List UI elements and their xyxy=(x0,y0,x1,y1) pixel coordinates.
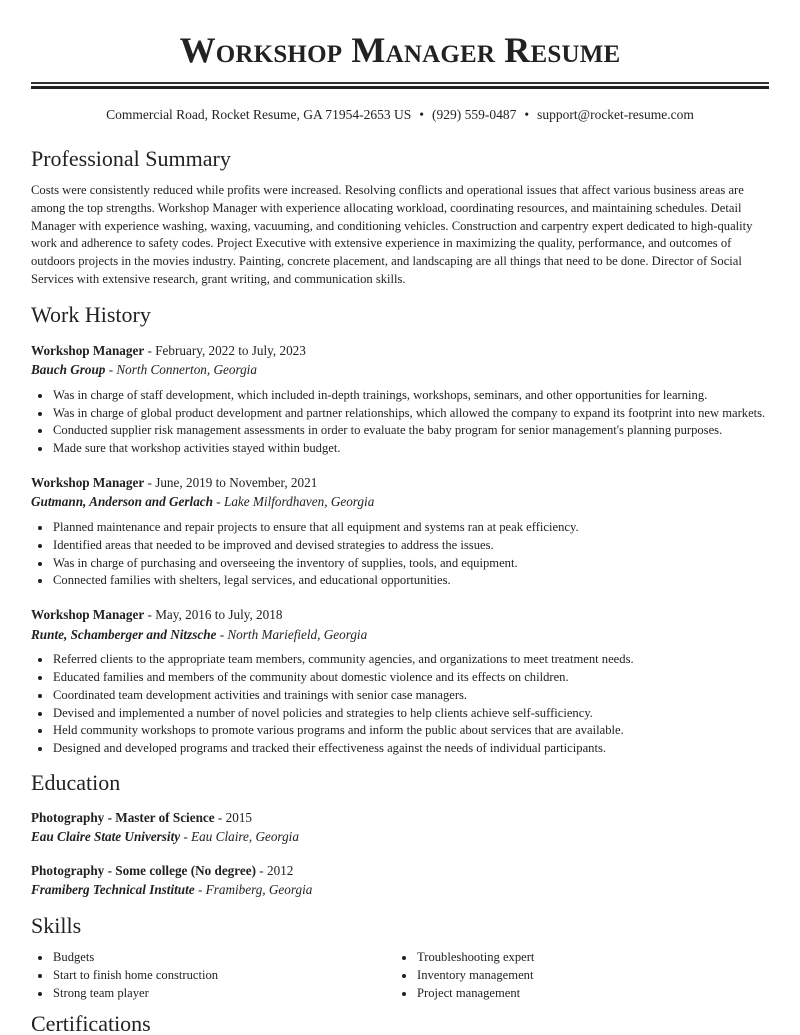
list-item: Educated families and members of the community about domestic violence and its effects on children. xyxy=(31,669,769,687)
contact-separator: • xyxy=(524,107,530,122)
job-bullets xyxy=(31,387,769,458)
skills-section xyxy=(31,912,769,1002)
list-item: Devised and implemented a number of novel policies and strategies to help clients achieve self-sufficiency. xyxy=(31,705,769,723)
education-entry xyxy=(31,861,769,900)
list-item: Referred clients to the appropriate team members, community agencies, and organizations to meet treatment needs. xyxy=(31,651,769,669)
job-location: North Connerton, Georgia xyxy=(116,362,257,378)
school-location: Eau Claire, Georgia xyxy=(191,829,299,845)
section-heading-certifications: Certifications xyxy=(31,1011,151,1035)
graduation-year: 2012 xyxy=(267,862,294,878)
list-item: Planned maintenance and repair projects to ensure that all equipment and systems ran at peak efficiency. xyxy=(31,519,769,537)
dash: - xyxy=(216,626,228,642)
job-company: Bauch Group xyxy=(31,362,106,378)
job-company: Gutmann, Anderson and Gerlach xyxy=(31,494,213,510)
contact-separator: • xyxy=(419,107,425,122)
job-company-line xyxy=(31,625,769,645)
school-name: Eau Claire State University xyxy=(31,829,181,845)
dash: - xyxy=(105,362,117,378)
list-item: Conducted supplier risk management assessments in order to evaluate the baby program for senior management's planning purposes. xyxy=(31,422,769,440)
contact-email[interactable]: support@rocket-resume.com xyxy=(537,107,694,122)
education-section xyxy=(31,769,769,900)
section-heading-skills: Skills xyxy=(31,912,82,938)
skill-item: Budgets xyxy=(31,949,395,967)
job-company-line xyxy=(31,360,769,380)
section-heading-education: Education xyxy=(31,769,121,795)
list-item: Designed and developed programs and tracked their effectiveness against the needs of individual participants. xyxy=(31,740,769,758)
job-entry xyxy=(31,473,769,590)
dash: - xyxy=(144,474,156,490)
skill-item: Inventory management xyxy=(395,967,759,985)
job-dates: February, 2022 to July, 2023 xyxy=(155,342,306,358)
job-title: Workshop Manager xyxy=(31,342,145,358)
degree: Photography - Some college (No degree) xyxy=(31,862,256,878)
list-item: Made sure that workshop activities stayed within budget. xyxy=(31,440,769,458)
skill-item: Strong team player xyxy=(31,985,395,1003)
skills-column-left xyxy=(31,949,395,1002)
job-title-line xyxy=(31,605,769,625)
job-title-line xyxy=(31,341,769,361)
list-item: Was in charge of staff development, which included in-depth trainings, workshops, seminars, and other opportunities for learning. xyxy=(31,387,769,405)
degree-line xyxy=(31,808,769,828)
school-location: Framiberg, Georgia xyxy=(205,882,313,898)
dash: - xyxy=(213,494,224,510)
resume-page xyxy=(31,0,769,1035)
school-name: Framiberg Technical Institute xyxy=(31,882,195,898)
dash: - xyxy=(180,829,192,845)
education-entry xyxy=(31,808,769,847)
skills-column-right xyxy=(395,949,759,1002)
school-line xyxy=(31,827,769,847)
summary-section xyxy=(31,145,769,289)
resume-title: Workshop Manager Resume xyxy=(179,30,621,70)
section-heading-summary: Professional Summary xyxy=(31,146,231,171)
job-bullets xyxy=(31,519,769,590)
contact-address: Commercial Road, Rocket Resume, GA 71954-2653 US xyxy=(106,107,412,122)
list-item: Was in charge of purchasing and overseeing the inventory of supplies, tools, and equipment. xyxy=(31,555,769,573)
dash: - xyxy=(214,809,226,825)
graduation-year: 2015 xyxy=(225,809,252,825)
skills-grid xyxy=(31,949,769,1002)
job-title: Workshop Manager xyxy=(31,607,145,623)
list-item: Held community workshops to promote various programs and inform the public about services that are available. xyxy=(31,722,769,740)
summary-text: Costs were consistently reduced while profits were increased. Resolving conflicts and operational issues that affect various business areas are among the top strengths. Workshop Manager with experience allocating workload, coordinating resources, and maintaining schedules. Detail Manager with experience washing, waxing, vacuuming, and conditioning vehicles. Construction and carpentry expert dedicated to high-quality work and adherence to safety codes. Project Executive with extensive experience in maximizing the quality, performance, and outcomes of outdoors projects in the movies industry. Painting, concrete placement, and landscaping are all things that need to be done. Director of Social Services with extensive research, grant writing, and communication skills. xyxy=(31,183,753,286)
list-item: Was in charge of global product development and partner relationships, which allowed the company to expand its footprint into new markets. xyxy=(31,405,769,423)
list-item: Coordinated team development activities and trainings with senior case managers. xyxy=(31,687,769,705)
job-dates: June, 2019 to November, 2021 xyxy=(155,474,318,490)
header-divider-thick xyxy=(31,86,769,89)
dash: - xyxy=(256,862,267,878)
degree: Photography - Master of Science xyxy=(31,809,215,825)
job-dates: May, 2016 to July, 2018 xyxy=(155,607,283,623)
job-bullets xyxy=(31,651,769,758)
job-location: Lake Milfordhaven, Georgia xyxy=(224,494,375,510)
job-company: Runte, Schamberger and Nitzsche xyxy=(31,626,217,642)
school-line xyxy=(31,880,769,900)
section-heading-work-history: Work History xyxy=(31,301,151,327)
list-item: Connected families with shelters, legal services, and educational opportunities. xyxy=(31,572,769,590)
work-history-section xyxy=(31,301,769,758)
skill-item: Start to finish home construction xyxy=(31,967,395,985)
job-entry xyxy=(31,605,769,758)
dash: - xyxy=(194,882,206,898)
job-title-line xyxy=(31,473,769,493)
job-title: Workshop Manager xyxy=(31,474,145,490)
dash: - xyxy=(144,342,156,358)
dash: - xyxy=(144,607,156,623)
certifications-section xyxy=(31,1010,769,1035)
header-divider-thin xyxy=(31,82,769,84)
job-location: North Mariefield, Georgia xyxy=(227,626,368,642)
contact-phone: (929) 559-0487 xyxy=(432,107,517,122)
contact-line xyxy=(31,105,769,125)
skill-item: Project management xyxy=(395,985,759,1003)
list-item: Identified areas that needed to be improved and devised strategies to address the issues. xyxy=(31,537,769,555)
degree-line xyxy=(31,861,769,881)
job-entry xyxy=(31,341,769,458)
job-company-line xyxy=(31,492,769,512)
skill-item: Troubleshooting expert xyxy=(395,949,759,967)
